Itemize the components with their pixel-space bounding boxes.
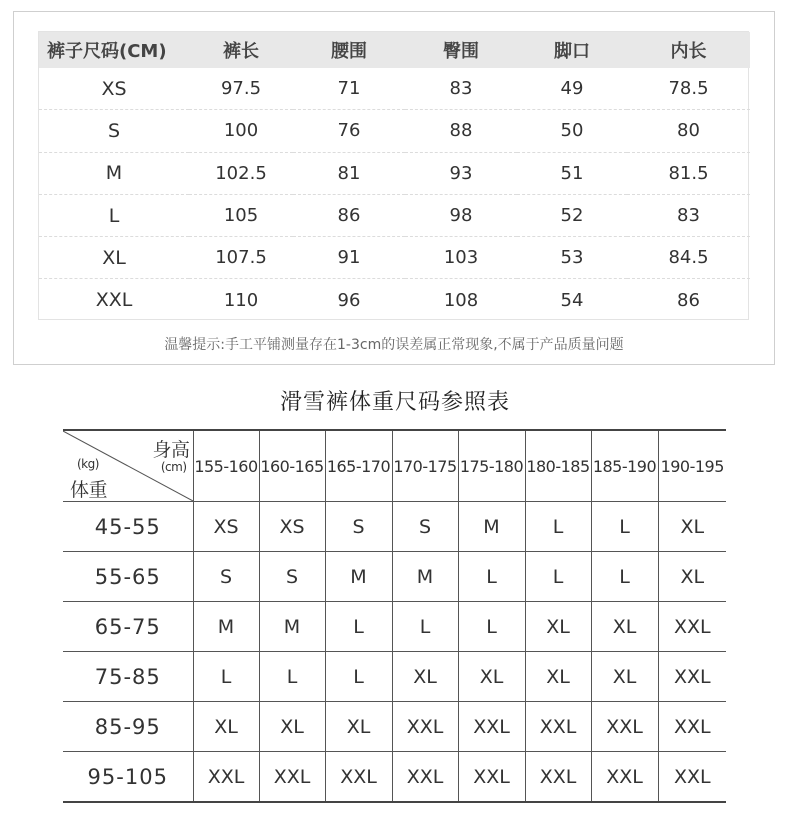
value-cell: 54 — [560, 289, 584, 311]
value-cell: 78.5 — [627, 68, 750, 110]
size-cell: XXL — [658, 652, 726, 702]
table-row — [39, 152, 750, 194]
size-cell: XS — [259, 502, 325, 552]
header-leg-opening: 脚口 — [517, 32, 627, 68]
size-cell: L — [325, 652, 392, 702]
size-cell: L — [591, 502, 658, 552]
height-header-row — [63, 430, 726, 502]
value-cell: 49 — [517, 68, 627, 110]
weight-size-chart-title: 滑雪裤体重尺码参照表 — [279, 390, 510, 415]
value-cell: 91 — [293, 237, 405, 279]
size-cell: XXL — [658, 752, 726, 803]
value-cell: 93 — [405, 152, 517, 194]
size-cell: S — [392, 502, 458, 552]
size-cell: L — [458, 552, 525, 602]
height-range-header: 155-160 — [193, 430, 259, 502]
value-cell: 84.5 — [627, 237, 750, 279]
header-inseam: 内长 — [627, 32, 750, 68]
size-cell: XXL — [325, 752, 392, 803]
size-cell: XL — [525, 652, 591, 702]
weight-label: 体重 — [70, 479, 108, 501]
size-cell: XL — [39, 237, 189, 279]
height-unit: (cm) — [160, 460, 187, 474]
size-cell: XL — [658, 552, 726, 602]
size-cell: L — [39, 194, 189, 236]
table-row — [63, 652, 726, 702]
size-cell: M — [39, 152, 189, 194]
size-cell: S — [325, 502, 392, 552]
size-cell: XXL — [658, 702, 726, 752]
pants-size-table — [39, 32, 750, 321]
value-cell: 107.5 — [189, 237, 293, 279]
size-cell: XL — [392, 652, 458, 702]
table-row — [39, 194, 750, 236]
size-cell: L — [458, 602, 525, 652]
header-pants-length: 裤长 — [189, 32, 293, 68]
value-cell: 88 — [405, 110, 517, 152]
size-cell: XXL — [591, 702, 658, 752]
size-cell: XXL — [458, 752, 525, 803]
size-cell: XXL — [95, 289, 133, 312]
size-cell: XXL — [458, 702, 525, 752]
height-range-header: 165-170 — [325, 430, 392, 502]
weight-height-size-table — [63, 429, 726, 803]
value-cell: 98 — [405, 194, 517, 236]
value-cell: 51 — [517, 152, 627, 194]
table-row — [39, 68, 750, 110]
size-cell: XL — [325, 702, 392, 752]
weight-range-cell: 55-65 — [63, 552, 193, 602]
size-cell: L — [525, 552, 591, 602]
table-row — [63, 702, 726, 752]
value-cell: 110 — [223, 289, 259, 311]
size-cell: S — [39, 110, 189, 152]
size-cell: L — [325, 602, 392, 652]
size-cell: L — [392, 602, 458, 652]
table-row — [63, 552, 726, 602]
table-row — [39, 110, 750, 152]
size-cell: L — [525, 502, 591, 552]
value-cell: 81 — [293, 152, 405, 194]
height-range-header: 160-165 — [259, 430, 325, 502]
header-size: 裤子尺码(CM) — [39, 32, 189, 68]
table-row — [39, 237, 750, 279]
size-cell: XXL — [658, 602, 726, 652]
value-cell: 76 — [293, 110, 405, 152]
value-cell: 97.5 — [189, 68, 293, 110]
header-hip: 臀围 — [405, 32, 517, 68]
value-cell: 103 — [405, 237, 517, 279]
weight-range-cell: 75-85 — [63, 652, 193, 702]
height-range-header: 170-175 — [392, 430, 458, 502]
value-cell: 83 — [405, 68, 517, 110]
value-cell: 86 — [293, 194, 405, 236]
size-cell: XXL — [392, 752, 458, 803]
weight-range-cell: 65-75 — [63, 602, 193, 652]
size-cell: XS — [193, 502, 259, 552]
corner-cell — [63, 430, 193, 502]
value-cell: 105 — [189, 194, 293, 236]
header-waist: 腰围 — [293, 32, 405, 68]
value-cell: 96 — [337, 289, 361, 311]
size-cell: XXL — [259, 752, 325, 803]
size-cell: XL — [658, 502, 726, 552]
value-cell: 100 — [189, 110, 293, 152]
table-row — [39, 279, 750, 321]
size-cell: XS — [39, 68, 189, 110]
height-label: 身高 — [152, 439, 190, 461]
weight-range-cell: 45-55 — [63, 502, 193, 552]
measurement-note: 温馨提示:手工平铺测量存在1-3cm的误差属正常现象,不属于产品质量问题 — [164, 337, 624, 353]
table-row — [63, 502, 726, 552]
pants-size-table-container — [38, 31, 749, 320]
size-cell: XL — [591, 602, 658, 652]
size-cell: XXL — [392, 702, 458, 752]
value-cell: 71 — [293, 68, 405, 110]
size-cell: XL — [591, 652, 658, 702]
value-cell: 50 — [517, 110, 627, 152]
size-cell: S — [259, 552, 325, 602]
value-cell: 102.5 — [189, 152, 293, 194]
size-cell: XL — [259, 702, 325, 752]
size-cell: M — [325, 552, 392, 602]
table-row — [63, 602, 726, 652]
size-cell: XXL — [193, 752, 259, 803]
weight-range-cell: 85-95 — [63, 702, 193, 752]
size-cell: L — [259, 652, 325, 702]
size-cell: M — [458, 502, 525, 552]
size-cell: S — [193, 552, 259, 602]
value-cell: 53 — [517, 237, 627, 279]
size-cell: M — [259, 602, 325, 652]
weight-range-cell: 95-105 — [63, 752, 193, 803]
size-cell: XXL — [525, 702, 591, 752]
height-range-header: 190-195 — [658, 430, 726, 502]
height-range-header: 175-180 — [458, 430, 525, 502]
size-cell: L — [193, 652, 259, 702]
size-cell: M — [392, 552, 458, 602]
value-cell: 83 — [627, 194, 750, 236]
size-cell: L — [591, 552, 658, 602]
pants-size-header-row — [39, 32, 750, 68]
value-cell: 108 — [443, 289, 479, 311]
table-row — [63, 752, 726, 803]
value-cell: 86 — [677, 289, 700, 311]
weight-unit: (kg) — [77, 457, 99, 471]
size-cell: XL — [193, 702, 259, 752]
height-range-header: 180-185 — [525, 430, 591, 502]
size-cell: XL — [525, 602, 591, 652]
value-cell: 81.5 — [627, 152, 750, 194]
height-range-header: 185-190 — [591, 430, 658, 502]
size-cell: XXL — [525, 752, 591, 803]
size-cell: M — [193, 602, 259, 652]
value-cell: 52 — [517, 194, 627, 236]
size-cell: XL — [458, 652, 525, 702]
value-cell: 80 — [627, 110, 750, 152]
size-cell: XXL — [591, 752, 658, 803]
